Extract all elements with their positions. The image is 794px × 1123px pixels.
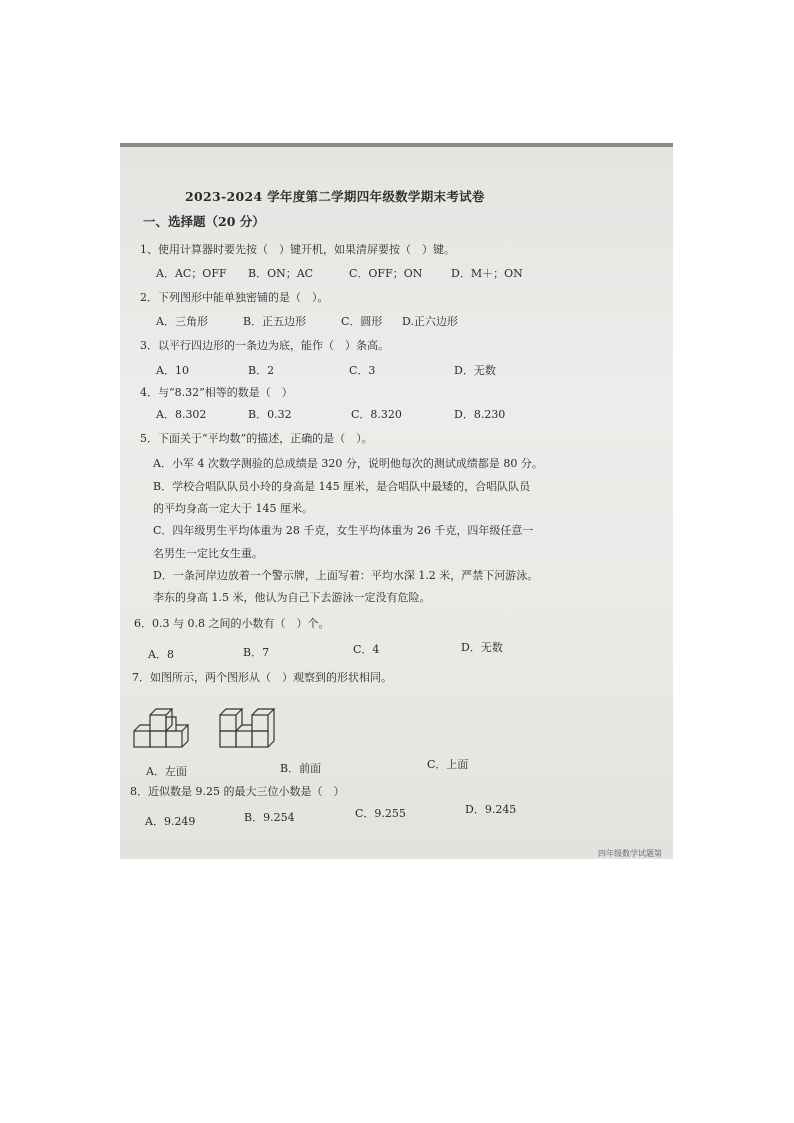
cube-figure-1	[134, 709, 188, 747]
q1-option-a: A．AC；OFF	[156, 267, 227, 280]
q2-option-a: A．三角形	[156, 315, 208, 328]
question-8: 8．近似数是 9.25 的最大三位小数是（ ）	[130, 785, 345, 798]
q4-option-c: C．8.320	[351, 408, 402, 421]
q8-option-d: D．9.245	[465, 803, 517, 816]
q5-option-a: A．小军 4 次数学测验的总成绩是 320 分，说明他每次的测试成绩都是 80 分。	[153, 457, 543, 470]
q5-option-c-cont: 名男生一定比女生重。	[153, 547, 263, 560]
q5-option-b: B．学校合唱队队员小玲的身高是 145 厘米，是合唱队中最矮的，合唱队队员	[153, 480, 531, 493]
q1-option-b: B．ON；AC	[248, 267, 314, 280]
q7-option-a: A．左面	[146, 765, 187, 778]
q4-option-a: A．8.302	[156, 408, 207, 421]
exam-title: 2023-2024 学年度第二学期四年级数学期末考试卷	[185, 189, 485, 204]
section-heading: 一、选择题（20 分）	[143, 214, 265, 229]
photo-edge	[120, 143, 673, 147]
question-3: 3．以平行四边形的一条边为底，能作（ ）条高。	[140, 339, 389, 352]
question-2: 2．下列图形中能单独密铺的是（ ）。	[140, 291, 329, 304]
q2-option-d: D.正六边形	[402, 315, 458, 328]
cube-figure-2	[220, 709, 274, 747]
q5-option-d-cont: 李东的身高 1.5 米，他认为自己下去游泳一定没有危险。	[153, 591, 431, 604]
q3-option-b: B．2	[248, 364, 275, 377]
q6-option-b: B．7	[243, 646, 270, 659]
question-1: 1、使用计算器时要先按（ ）键开机，如果清屏要按（ ）键。	[140, 243, 455, 256]
q6-option-c: C．4	[353, 643, 380, 656]
q7-option-c: C．上面	[427, 758, 469, 771]
q8-option-a: A．9.249	[145, 815, 196, 828]
question-5: 5．下面关于“平均数”的描述，正确的是（ ）。	[140, 432, 373, 445]
q8-option-c: C．9.255	[355, 807, 406, 820]
q4-option-d: D．8.230	[454, 408, 506, 421]
q7-option-b: B．前面	[280, 762, 322, 775]
q1-option-d: D．M＋；ON	[451, 267, 523, 280]
cube-figures-diagram	[132, 703, 292, 755]
q3-option-c: C．3	[349, 364, 376, 377]
question-7: 7．如图所示，两个图形从（ ）观察到的形状相同。	[132, 671, 392, 684]
q5-option-d: D．一条河岸边放着一个警示牌，上面写着：平均水深 1.2 米，严禁下河游泳。	[153, 569, 539, 582]
question-4: 4．与“8.32”相等的数是（ ）	[140, 386, 293, 399]
q5-option-b-cont: 的平均身高一定大于 145 厘米。	[153, 502, 313, 515]
q6-option-d: D．无数	[461, 641, 503, 654]
q2-option-b: B．正五边形	[243, 315, 307, 328]
q2-option-c: C．圆形	[341, 315, 383, 328]
q6-option-a: A．8	[148, 648, 174, 661]
page-footer: 四年级数学试题第	[598, 849, 662, 858]
q1-option-c: C．OFF；ON	[349, 267, 423, 280]
exam-paper-photo	[120, 143, 673, 859]
q8-option-b: B．9.254	[244, 811, 295, 824]
q3-option-d: D．无数	[454, 364, 496, 377]
q3-option-a: A．10	[156, 364, 189, 377]
q5-option-c: C．四年级男生平均体重为 28 千克，女生平均体重为 26 千克，四年级任意一	[153, 524, 534, 537]
q4-option-b: B．0.32	[248, 408, 292, 421]
question-6: 6．0.3 与 0.8 之间的小数有（ ）个。	[134, 617, 330, 630]
